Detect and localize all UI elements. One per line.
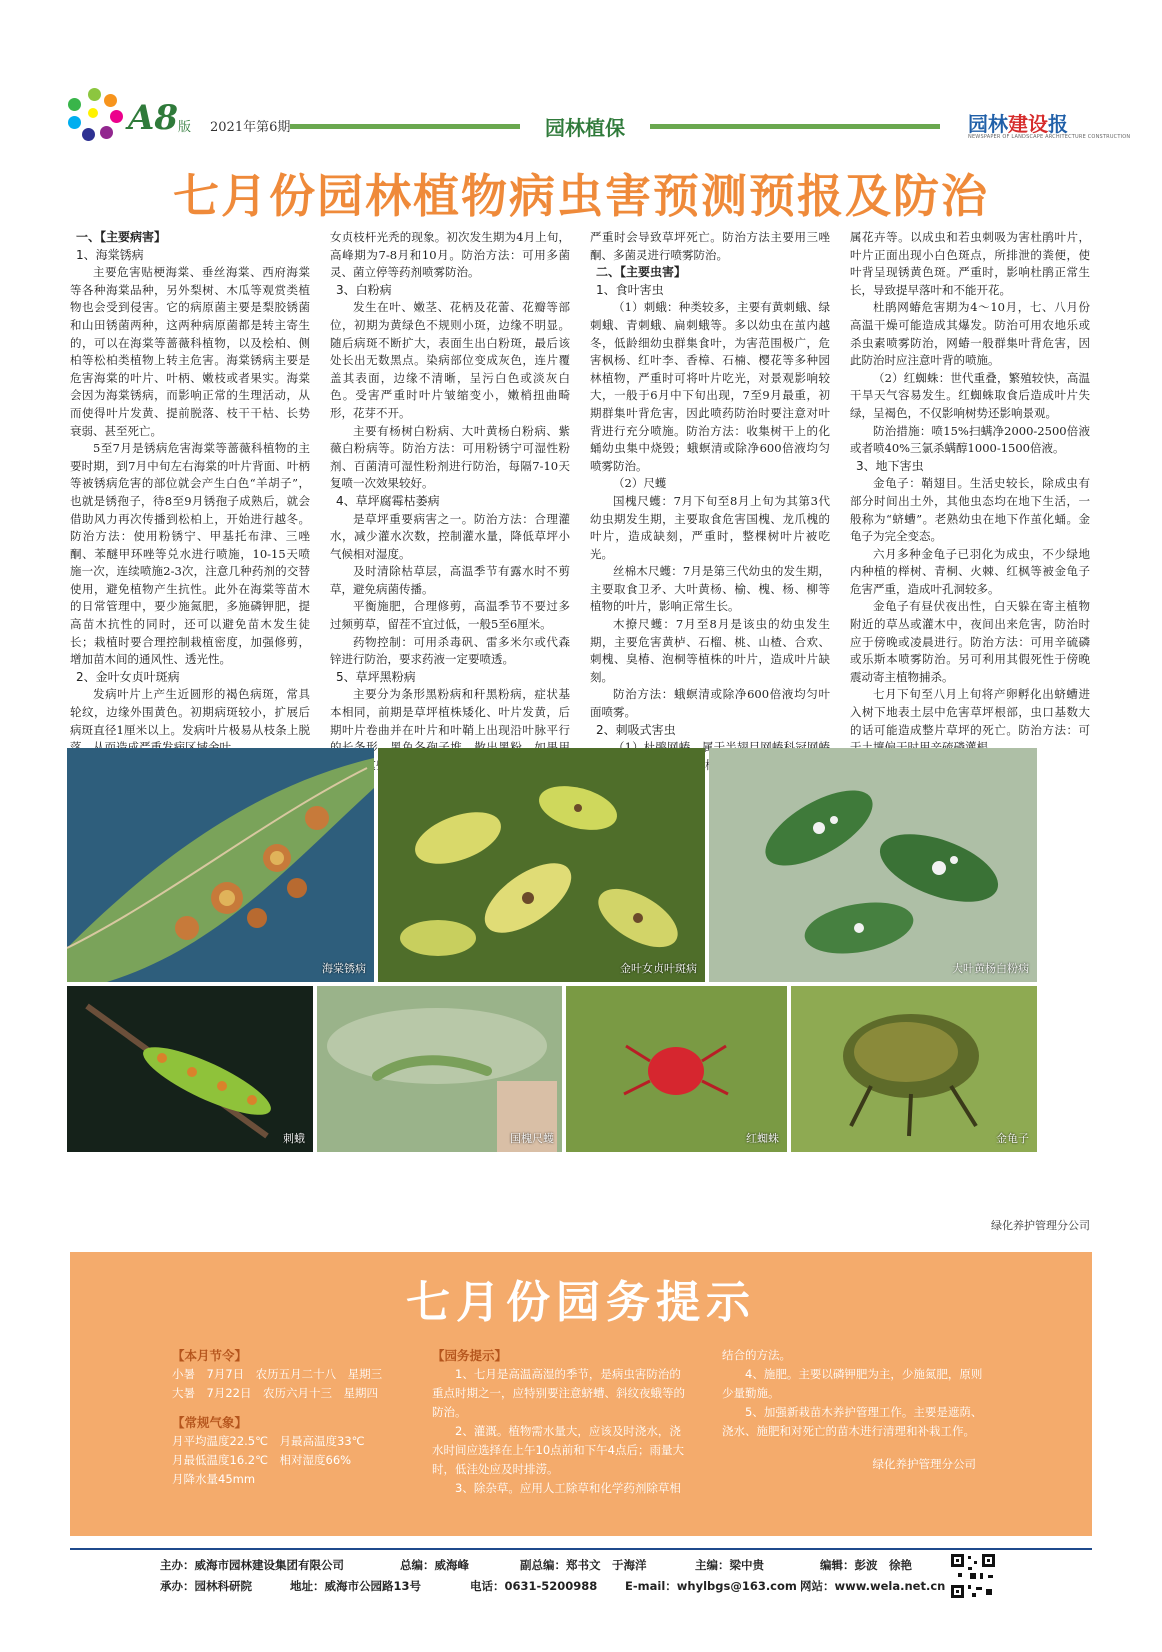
newspaper-logo-flower bbox=[64, 88, 128, 144]
article-paragraph: 5至7月是锈病危害海棠等蔷薇科植物的主要时期，到7月中旬左右海棠的叶片背面、叶柄等被锈病危害的部位就会产生白色“羊胡子”，也就是锈孢子，待8至9月锈孢子成熟后，就会借助风力再次传播到松柏上，开始进行越冬。防治方法：使用粉锈宁、甲基托布津、三唑酮、苯醚甲环唑等兑水进行喷施，10-15天喷施一次，连续喷施2-3次，注意几种药剂的交替使用，避免植物产生抗性。此外在海棠等苗木的日常管理中，要少施氮肥，多施磷钾肥，提高苗木抗性的同时，还可以避免苗木发生徒长；栽植时要合理控制栽植密度，加强修剪，增加苗木间的通风性、透光性。 bbox=[70, 441, 310, 667]
article-paragraph: 七月下旬至八月上旬将产卵孵化出蛴螬进入树下地表土层中危害草坪根部，虫口基数大的话可能造成整片草坪的死亡。防治方法：可 bbox=[850, 687, 1090, 737]
subsection-heading: 3、白粉病 bbox=[336, 282, 392, 297]
article-paragraph: 杜鹃网蝽危害期为4～10月，七、八月份高温干燥可能造成其爆发。防治可用农地乐或杀虫素喷雾防治，网蝽一般群集叶背危害，因此防治时应注意叶背的喷施。 bbox=[850, 300, 1090, 368]
article-paragraph: 六月多种金龟子已羽化为成虫，不少绿地内种植的榉树、青桐、火棘、红枫等被金龟子危害严重，造成叶孔洞较多。 bbox=[850, 546, 1090, 596]
page-edition: A8 bbox=[128, 98, 179, 138]
jieling-heading: 【本月节令】 bbox=[172, 1348, 248, 1363]
footer-zhubian: 主编：梁中贵 bbox=[695, 1558, 764, 1572]
article-column-3 bbox=[590, 229, 830, 774]
leafspot-illustration bbox=[378, 748, 705, 982]
article-paragraph: 防治方法：蛾螟清或除净600倍液均匀叶面喷雾。 bbox=[590, 687, 830, 720]
subsection-heading: 4、草坪腐霉枯萎病 bbox=[336, 493, 440, 508]
yuanwu-item: 5、加强新栽苗木养护管理工作。主要是遮荫、浇水、施肥和对死亡的苗木进行清理和补栽工作。 bbox=[722, 1405, 983, 1438]
footer-rule bbox=[70, 1548, 1092, 1550]
inchworm-illustration bbox=[317, 986, 562, 1152]
article-column-2 bbox=[330, 229, 570, 774]
article-paragraph: 金龟子：鞘翅目。生活史较长，除成虫有部分时间出土外，其他虫态均在地下生活，一般称为“蛴螬”。老熟幼虫在地下作茧化蛹。金龟子为完全变态。 bbox=[850, 476, 1090, 544]
qixiang-row: 月平均温度22.5℃ 月最高温度33℃ bbox=[172, 1434, 365, 1448]
article-paragraph: 女贞枝杆光秃的现象。初次发生期为4月上旬，高峰期为7-8月和10月。防治方法：可用多菌灵、菌立停等药剂喷雾防治。 bbox=[330, 230, 570, 280]
article-paragraph: 发病叶片上产生近圆形的褐色病斑，常具轮纹，边缘外围黄色。初期病斑较小，扩展后病斑直径1厘米以上。发病叶片极易从枝条上脱 bbox=[70, 687, 310, 737]
footer-email: E-mail：whylbgs@163.com bbox=[625, 1579, 797, 1593]
article-paragraph: （1）刺蛾：种类较多，主要有黄刺蛾、绿刺蛾、青刺蛾、扁刺蛾等。多以幼虫在茧内越冬，低龄细幼虫群集食叶，为害范围极广，危害枫杨、红叶李、香樟、石楠、樱花等多种园林植物，严重时可将叶片吃光，对景观影响较大，一般于6月中下旬出现，7至9月最重，初期群集叶背危害，因此喷药防治时要注意对叶背进行充分喷施。防治方法：收集树干上的化蛹幼虫集中烧毁；蛾螟清或除净600倍液均匀喷雾防治。 bbox=[590, 300, 830, 473]
footer-website: 网站：www.wela.net.cn bbox=[800, 1579, 946, 1593]
yuanwu-item: 1、七月是高温高湿的季节，是病虫害防治的重点时期之一，应特别要注意蛴螬、斜纹夜蛾等的防治。 bbox=[432, 1367, 685, 1419]
article-paragraph: 主要分为条形黑粉病和秆黑粉病，症状基本相同，前期是草坪植株矮化、叶片发黄，后期叶片卷曲并在叶片和叶鞘上出现沿叶脉平行 这些 bbox=[330, 687, 570, 772]
tips-column-3 bbox=[722, 1346, 992, 1474]
paper-name-part: 报 bbox=[1048, 112, 1068, 136]
article-paragraph: 药物控制：可用杀毒矾、雷多米尔或代森锌进行防治，要求药液一定要喷透。 bbox=[330, 634, 570, 667]
section-title: 园林植保 bbox=[545, 116, 625, 140]
photo-daye-huangyang-powdery bbox=[709, 748, 1037, 982]
subsection-heading: 5、草坪黑粉病 bbox=[336, 669, 416, 684]
footer-zongbian: 总编：威海峰 bbox=[400, 1558, 469, 1572]
paper-masthead-en: NEWSPAPER OF LANDSCAPE ARCHITECTURE CONSTRUCTION bbox=[968, 134, 1131, 140]
article-paragraph: （2）红蜘蛛：世代重叠，繁殖较快，高温干旱天气容易发生。红蜘蛛取食后造成叶片失绿，呈褐色，不仅影响树势还影响景观。 bbox=[850, 370, 1090, 420]
header-rule-right bbox=[650, 124, 940, 129]
article-paragraph: 是草坪重要病害之一。防治方法：合理灌水，减少灌水次数，控制灌水量，降低草坪小气候相对湿度。 bbox=[330, 511, 570, 561]
section-heading: 一、【主要病害】 bbox=[76, 230, 167, 244]
photo-caption: 国槐尺蠖 bbox=[510, 1132, 554, 1145]
article-paragraph: 主要危害贴梗海棠、垂丝海棠、西府海棠等各种海棠品种，另外梨树、木瓜等观赏类植物也会受到侵害。它的病原菌主要是梨胶锈菌和山田锈菌两种，这两种病原菌都是转主寄生的，可以在海棠等蔷薇科植物，以及桧柏、侧柏等松柏类植物上转主危害。海棠锈病主要是危害海棠的叶片、叶柄、嫩枝或者果实。海棠会因为海棠锈病，而影响正常的生理活动，从而使得叶片发黄、提前脱落、枝干干枯、长势衰弱、甚至死亡。 bbox=[70, 265, 310, 438]
article-paragraph: 丝棉木尺蠖：7月是第三代幼虫的发生期，主要取食卫矛、大叶黄杨、榆、槐、杨、柳等植物的叶片，影响正常生长。 bbox=[590, 564, 830, 614]
article-paragraph: 金龟子有昼伏夜出性，白天躲在寄主植物附近的草丛或灌木中，夜间出来危害，防治时应于傍晚或凌晨进行。防治方法：可用辛硫磷或乐斯本喷雾防治。另可利用其假死性于傍晚震动寄主植物捕杀。 bbox=[850, 599, 1090, 684]
qixiang-row: 月最低温度16.2℃ 相对湿度66% bbox=[172, 1453, 352, 1467]
paper-name-part: 园林 bbox=[968, 112, 1008, 136]
jieling-row: 小暑 7月7日 农历五月二十八 星期三 bbox=[172, 1367, 383, 1381]
yuanwu-item: 3、除杂草。应用人工除草和化学药剂除草相 bbox=[455, 1481, 681, 1495]
photo-ci-e bbox=[67, 986, 313, 1152]
article-paragraph: 严重时会导致草坪死亡。防治方法主要用三唑酮、多菌灵进行喷雾防治。 bbox=[590, 230, 830, 262]
subsection-heading: 2、金叶女贞叶斑病 bbox=[76, 669, 180, 684]
article-column-1 bbox=[70, 229, 310, 757]
article-paragraph: 木撩尺蠖：7月至8月是该虫的幼虫发生期，主要危害黄栌、石榴、桃、山楂、合欢、刺槐、臭椿、泡桐等植株的叶片，造成叶片缺刻。 bbox=[590, 617, 830, 684]
tips-credit: 绿化养护管理分公司 bbox=[872, 1457, 976, 1471]
garden-tips-title: 七月份园务提示 bbox=[406, 1277, 756, 1328]
subsection-heading: 3、地下害虫 bbox=[856, 458, 924, 473]
header-rule-left bbox=[290, 124, 520, 129]
yuanwu-item: 2、灌溉。植物需水量大，应该及时浇水，浇水时间应选择在上午10点前和下午4点后；雨量大时，低洼处应及时排涝。 bbox=[432, 1424, 684, 1476]
article-paragraph: 平衡施肥，合理修剪，高温季节不要过多过频剪草，留茬不宜过低，一般5至6厘米。 bbox=[330, 599, 570, 632]
section-heading: 二、【主要虫害】 bbox=[596, 265, 687, 280]
footer-zhuban: 主办：威海市园林建设集团有限公司 bbox=[160, 1558, 344, 1572]
yuanwu-heading: 【园务提示】 bbox=[432, 1348, 508, 1363]
photo-caption: 大叶黄杨白粉病 bbox=[952, 962, 1029, 975]
article-credit: 绿化养护管理分公司 bbox=[991, 1219, 1090, 1232]
subsection-heading: 1、海棠锈病 bbox=[76, 247, 144, 262]
footer-dianhua: 电话：0631-5200988 bbox=[470, 1579, 598, 1593]
tips-column-1 bbox=[172, 1346, 412, 1489]
tips-column-2 bbox=[432, 1346, 692, 1498]
qixiang-heading: 【常规气象】 bbox=[172, 1415, 248, 1430]
photo-caption: 红蜘蛛 bbox=[746, 1132, 779, 1145]
footer-bianji: 编辑：彭波 徐艳 bbox=[820, 1558, 912, 1572]
photo-hong-zhizhu bbox=[566, 986, 787, 1152]
spider-mite-illustration bbox=[566, 986, 787, 1152]
page-edition-suffix: 版 bbox=[178, 120, 192, 135]
paper-masthead bbox=[968, 108, 1068, 137]
subsection-heading: 2、刺吸式害虫 bbox=[596, 722, 676, 737]
photo-jinye-nvzhen-leafspot bbox=[378, 748, 705, 982]
yuanwu-item: 4、施肥。主要以磷钾肥为主，少施氮肥，原则少量勤施。 bbox=[722, 1367, 983, 1400]
subsection-heading: 1、食叶害虫 bbox=[596, 282, 664, 297]
paper-name-highlight: 建设 bbox=[1008, 112, 1048, 136]
leaf-rust-illustration bbox=[67, 748, 374, 982]
article-paragraph: 主要有杨树白粉病、大叶黄杨白粉病、紫薇白粉病等。防治方法：可用粉锈宁可湿性粉剂、百菌清可湿性粉剂进行防治，每隔7-10天复喷一次效果较好。 bbox=[330, 423, 570, 491]
footer-fuzongbian: 副总编：郑书文 于海洋 bbox=[520, 1558, 647, 1572]
jieling-row: 大暑 7月22日 农历六月十三 星期四 bbox=[172, 1386, 378, 1400]
photo-jin-guizi bbox=[791, 986, 1037, 1152]
photo-caption: 金叶女贞叶斑病 bbox=[620, 962, 697, 975]
powdery-illustration bbox=[709, 748, 1037, 982]
footer-chengban: 承办：园林科研院 bbox=[160, 1579, 252, 1593]
article-headline: 七月份园林植物病虫害预测预报及防治 bbox=[173, 169, 989, 223]
article-paragraph: （2）尺蠖 bbox=[613, 476, 667, 491]
photo-caption: 海棠锈病 bbox=[322, 962, 366, 975]
article-paragraph: 属花卉等。以成虫和若虫刺吸为害杜鹃叶片，叶片正面出现小白色斑点，所排泄的粪便，使叶背呈现锈黄色斑。严重时，影响杜鹃正常生长，导致提早落叶和不能开花。 bbox=[850, 230, 1090, 297]
caterpillar-illustration bbox=[67, 986, 313, 1152]
photo-guohuai-chihuo bbox=[317, 986, 562, 1152]
beetle-illustration bbox=[791, 986, 1037, 1152]
footer-dizhi: 地址：威海市公园路13号 bbox=[290, 1579, 422, 1593]
photo-caption: 金龟子 bbox=[996, 1132, 1029, 1145]
yuanwu-item: 结合的方法。 bbox=[722, 1348, 791, 1362]
photo-haitang-rust bbox=[67, 748, 374, 982]
qr-code-icon bbox=[950, 1553, 996, 1599]
qr-code-graphic bbox=[950, 1553, 996, 1599]
article-paragraph: 发生在叶、嫩茎、花柄及花蕾、花瓣等部位，初期为黄绿色不规则小斑，边缘不明显。随后病斑不断扩大，表面生出白粉斑，最后该处长出无数黑点。染病部位变成灰色，连片覆盖其表面，边缘不清晰，呈污白色或淡灰白色。受害严重时叶片皱缩变小，嫩梢扭曲畸形，花芽不开。 bbox=[330, 300, 570, 420]
issue-number: 2021年第6期 bbox=[210, 120, 291, 135]
photo-caption: 刺蛾 bbox=[283, 1132, 305, 1145]
article-column-4 bbox=[850, 229, 1090, 757]
article-paragraph: 防治措施：喷15%扫螨净2000-2500倍液或者喷40%三氯杀螨醇1000-1500倍液。 bbox=[850, 423, 1090, 456]
article-paragraph: 国槐尺蠖：7月下旬至8月上旬为其第3代幼虫期发生期，主要取食危害国槐、龙爪槐的叶片，造成缺刻，严重时，整棵树叶片被吃光。 bbox=[590, 493, 830, 561]
article-paragraph: 及时清除枯草层，高温季节有露水时不剪草，避免病菌传播。 bbox=[330, 564, 570, 596]
qixiang-row: 月降水量45mm bbox=[172, 1472, 256, 1486]
